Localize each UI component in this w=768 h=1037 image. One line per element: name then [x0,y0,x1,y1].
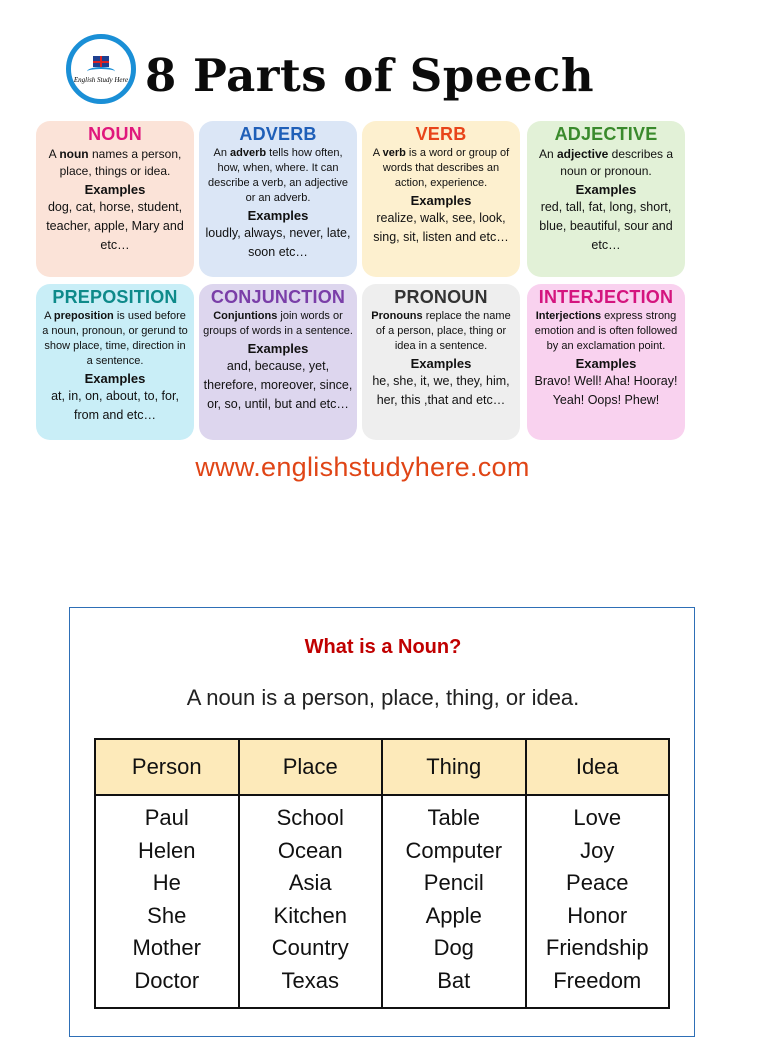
table-cell: Honor [567,902,628,928]
card-description: A verb is a word or group of words that describes an action, experience. [372,147,510,189]
noun-definition: A noun is a person, place, thing, or idea. [186,685,580,710]
card-description: An adverb tells how often, how, when, where. It can describe a verb, an adjective or an adverb. [207,147,349,204]
header-thing: Thing [382,739,526,795]
examples-text: red, tall, fat, long, short, blue, beautiful, sour and etc… [539,200,673,252]
card-title: NOUN [88,124,142,144]
page-title: 8 Parts of Speech [145,49,595,102]
table-cell: She [147,902,187,928]
card-adjective [527,121,685,277]
examples-text: Bravo! Well! Aha! Hooray! Yeah! Oops! Phew! [534,374,678,407]
examples-text: at, in, on, about, to, for, from and etc… [51,389,179,422]
examples-label: Examples [410,193,472,208]
table-cell: Ocean [277,837,343,863]
card-title: PRONOUN [394,287,488,307]
examples-text: loudly, always, never, late, soon etc… [205,226,351,259]
table-cell: Bat [437,967,471,993]
term: adverb [230,147,267,159]
table-cell: Freedom [553,967,642,993]
table-cell: School [276,805,344,830]
term: preposition [53,310,114,322]
card-description: A preposition is used before a noun, pronoun, or gerund to show place, time, direction in a sentence. [42,310,188,367]
header-place: Place [239,739,383,795]
examples-text: and, because, yet, therefore, moreover, since, or, so, until, but and etc… [203,359,353,411]
table-cell: Computer [405,837,503,863]
book-flag-icon [87,56,115,76]
card-title: VERB [415,124,467,144]
column-idea [526,795,670,1008]
examples-label: Examples [247,341,309,356]
noun-definition-box [69,607,695,1037]
term: adjective [556,147,609,161]
examples-text: he, she, it, we, they, him, her, this ,that and etc… [372,374,510,407]
table-cell: Texas [281,967,339,993]
examples-label: Examples [410,356,472,371]
logo-text: English Study Here [73,76,129,84]
table-cell: Peace [566,870,629,895]
card-noun [36,121,194,277]
examples-label: Examples [575,182,637,197]
website-url: www.englishstudyhere.com [195,452,530,482]
card-description: Pronouns replace the name of a person, place, thing or idea in a sentence. [371,310,511,352]
card-title: CONJUNCTION [210,287,346,307]
table-cell: Paul [144,805,189,830]
examples-label: Examples [247,208,309,223]
table-cell: Dog [433,935,474,960]
table-cell: Kitchen [273,902,347,928]
table-cell: Table [427,805,481,830]
card-description: Interjections express strong emotion and is often followed by an exclamation point. [534,310,678,352]
table-cell: Mother [132,935,201,960]
term: Interjections [535,310,602,322]
column-place [239,795,383,1008]
card-description: Conjuntions join words or groups of words in a sentence. [203,310,353,337]
site-logo [66,34,136,104]
header-person: Person [95,739,239,795]
card-description: A noun names a person, place, things or idea. [48,147,182,178]
card-description: An adjective describes a noun or pronoun. [538,147,674,178]
term: noun [59,147,89,161]
table-cell: Love [573,805,622,830]
card-pronoun [362,284,520,440]
card-title: ADJECTIVE [554,124,658,144]
column-person [95,795,239,1008]
table-cell: Joy [580,837,615,863]
table-cell: He [152,870,181,895]
examples-label: Examples [84,182,146,197]
table-cell: Country [271,935,349,960]
term: Conjuntions [213,310,278,322]
examples-text: dog, cat, horse, student, teacher, apple, Mary and etc… [46,200,184,252]
card-preposition [36,284,194,440]
term: Pronouns [371,310,423,322]
table-cell: Friendship [545,935,649,960]
table-row [95,795,669,1008]
card-title: INTERJECTION [538,287,674,307]
table-cell: Pencil [423,870,484,895]
examples-label: Examples [575,356,637,371]
noun-question: What is a Noun? [304,636,462,658]
term: verb [382,147,406,159]
card-title: PREPOSITION [52,287,178,307]
table-header-row [95,739,669,795]
table-cell: Apple [425,902,482,928]
card-adverb [199,121,357,277]
card-title: ADVERB [239,124,317,144]
table-cell: Helen [138,837,196,863]
column-thing [382,795,526,1008]
header-idea: Idea [526,739,670,795]
noun-examples-table [94,738,670,1009]
card-interjection [527,284,685,440]
card-verb [362,121,520,277]
table-cell: Doctor [134,967,200,993]
card-conjunction [199,284,357,440]
examples-text: realize, walk, see, look, sing, sit, listen and etc… [373,211,509,244]
table-cell: Asia [288,870,332,895]
examples-label: Examples [84,371,146,386]
